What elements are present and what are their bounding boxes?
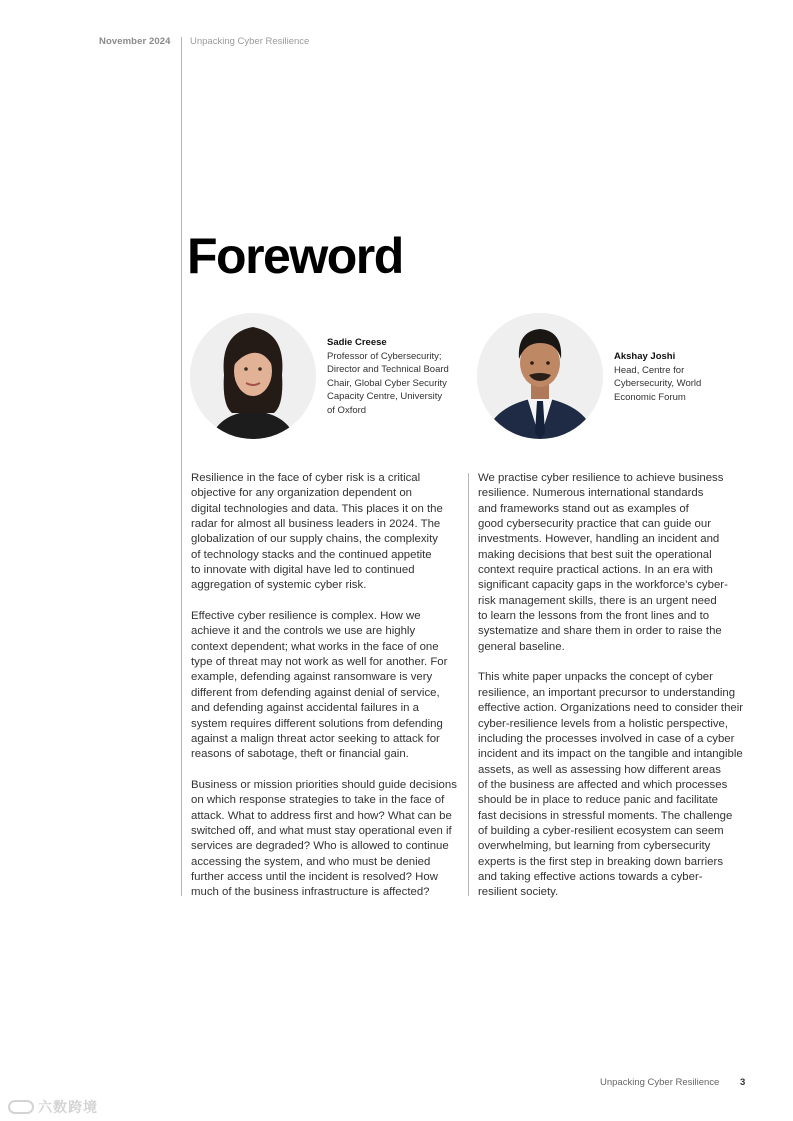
author-portrait-akshay-joshi	[477, 313, 603, 439]
woman-portrait-icon	[190, 313, 316, 439]
page-title: Foreword	[187, 228, 403, 284]
footer-report-title: Unpacking Cyber Resilience	[600, 1077, 720, 1088]
author-role: Head, Centre for Cybersecurity, World Economic Forum	[614, 364, 702, 403]
column-divider	[468, 473, 469, 896]
man-portrait-icon	[477, 313, 603, 439]
body-paragraph: We practise cyber resilience to achieve business resilience. Numerous international standards and frameworks stand out as examples of good cybersecurity practice that can guide our investments. However, handling an incident and making decisions that best suit the operational context require practical actions. In an era with significant capacity gaps in the workforce’s cyber- risk management skills, there is an urgent need to learn the lessons from the front lines and to systematize and share them in order to raise the general baseline.	[478, 472, 728, 653]
body-column-right	[478, 471, 750, 916]
watermark-text: 六数跨境	[38, 1099, 98, 1115]
watermark-logo-icon	[8, 1100, 34, 1114]
author-name: Akshay Joshi	[614, 351, 676, 362]
author-role: Professor of Cybersecurity; Director and Technical Board Chair, Global Cyber Security Capacity Centre, University of Oxford	[327, 350, 449, 416]
author-credit-sadie-creese	[327, 336, 467, 417]
header-date: November 2024	[99, 36, 171, 47]
body-paragraph: Effective cyber resilience is complex. How we achieve it and the controls we use are highly context dependent; what works in the face of one type of threat may not work as well for another. For example, defending against ransomware is very different from defending against denial of service, and defending against accidental failures in a system requires different solutions from defending against a malign threat actor seeking to attack for reasons of sabotage, theft or financial gain.	[191, 610, 448, 761]
author-portrait-sadie-creese	[190, 313, 316, 439]
body-paragraph: Resilience in the face of cyber risk is a critical objective for any organization dependent on digital technologies and data. This places it on the radar for almost all business leaders in 2024. The globalization of our supply chains, the complexity of technology stacks and the continued appetite to innovate with digital have led to continued aggregation of systemic cyber risk.	[191, 472, 443, 592]
author-name: Sadie Creese	[327, 337, 387, 348]
vertical-divider	[181, 37, 182, 896]
body-column-left	[191, 471, 463, 916]
page-number: 3	[740, 1077, 746, 1088]
author-credit-akshay-joshi	[614, 350, 724, 404]
body-paragraph: Business or mission priorities should guide decisions on which response strategies to take in the face of attack. What to address first and how? What can be switched off, and what must stay operational even if services are degraded? Who is allowed to continue accessing the system, and who must be denied further access until the incident is resolved? How much of the business infrastructure is affected?	[191, 778, 457, 899]
body-paragraph: This white paper unpacks the concept of cyber resilience, an important precursor to understanding effective action. Organizations need to consider their cyber-resilience levels from a holistic perspective, including the processes involved in case of a cyber incident and its impact on the tangible and intangible assets, as well as assessing how different areas of the business are affected and which processes should be in place to reduce panic and facilitate fast decisions in stressful moments. The challenge of building a cyber-resilient ecosystem can seem overwhelming, but learning from cybersecurity experts is the first step in breaking down barriers and taking effective actions towards a cyber- resilient society.	[478, 671, 744, 899]
header-report-title: Unpacking Cyber Resilience	[190, 36, 310, 47]
watermark	[8, 1097, 98, 1117]
